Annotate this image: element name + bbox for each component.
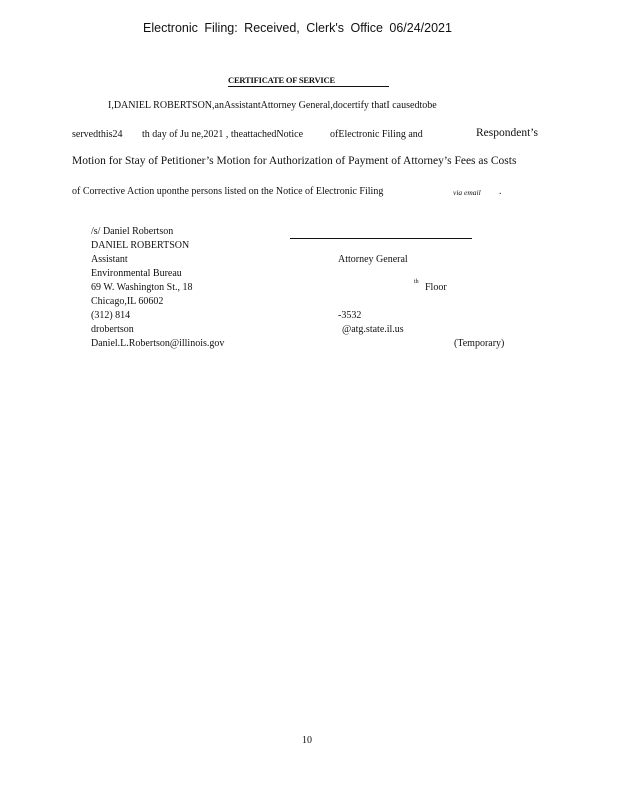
signer-name: DANIEL ROBERTSON bbox=[91, 240, 190, 251]
body-line-2a: servedthis24 bbox=[72, 129, 123, 140]
body-line-1: I,DANIEL ROBERTSON,anAssistantAttorney General,docertify thatI causedtobe bbox=[108, 100, 437, 111]
filing-stamp-header: Electronic Filing: Received, Clerk's Office 06/24/2021 bbox=[143, 21, 452, 35]
address-floor: Floor bbox=[425, 282, 447, 293]
signature-line bbox=[290, 238, 472, 239]
email-user: drobertson bbox=[91, 324, 134, 335]
city-line: Chicago,IL 60602 bbox=[91, 296, 164, 307]
body-line-2b: th day of Ju ne,2021 , theattachedNotice bbox=[142, 129, 304, 140]
bureau-name: Environmental Bureau bbox=[91, 268, 182, 279]
via-email-text: via email bbox=[453, 188, 481, 197]
phone-area: (312) 814 bbox=[91, 310, 131, 321]
motion-title-line: Motion for Stay of Petitioner’s Motion for Authorization of Payment of Attorney’s Fees as Costs bbox=[72, 155, 517, 167]
body-line-4: of Corrective Action uponthe persons listed on the Notice of Electronic Filing bbox=[72, 186, 384, 197]
email-secondary: Daniel.L.Robertson@illinois.gov bbox=[91, 338, 225, 349]
certificate-title: CERTIFICATE OF SERVICE bbox=[228, 75, 335, 85]
email-secondary-note: (Temporary) bbox=[454, 338, 505, 349]
page-number: 10 bbox=[302, 735, 312, 746]
body-line-2c: ofElectronic Filing and bbox=[330, 129, 423, 140]
signer-title-a: Assistant bbox=[91, 254, 128, 265]
address-superscript: th bbox=[414, 279, 419, 285]
certificate-title-underline bbox=[228, 86, 389, 87]
body-line-4-period: . bbox=[499, 186, 502, 197]
address-line: 69 W. Washington St., 18 bbox=[91, 282, 193, 293]
signer-title-b: Attorney General bbox=[338, 254, 408, 265]
electronic-signature: /s/ Daniel Robertson bbox=[91, 226, 174, 237]
body-line-2d: Respondent’s bbox=[476, 127, 538, 139]
email-domain: @atg.state.il.us bbox=[342, 324, 404, 335]
phone-number: -3532 bbox=[338, 310, 362, 321]
